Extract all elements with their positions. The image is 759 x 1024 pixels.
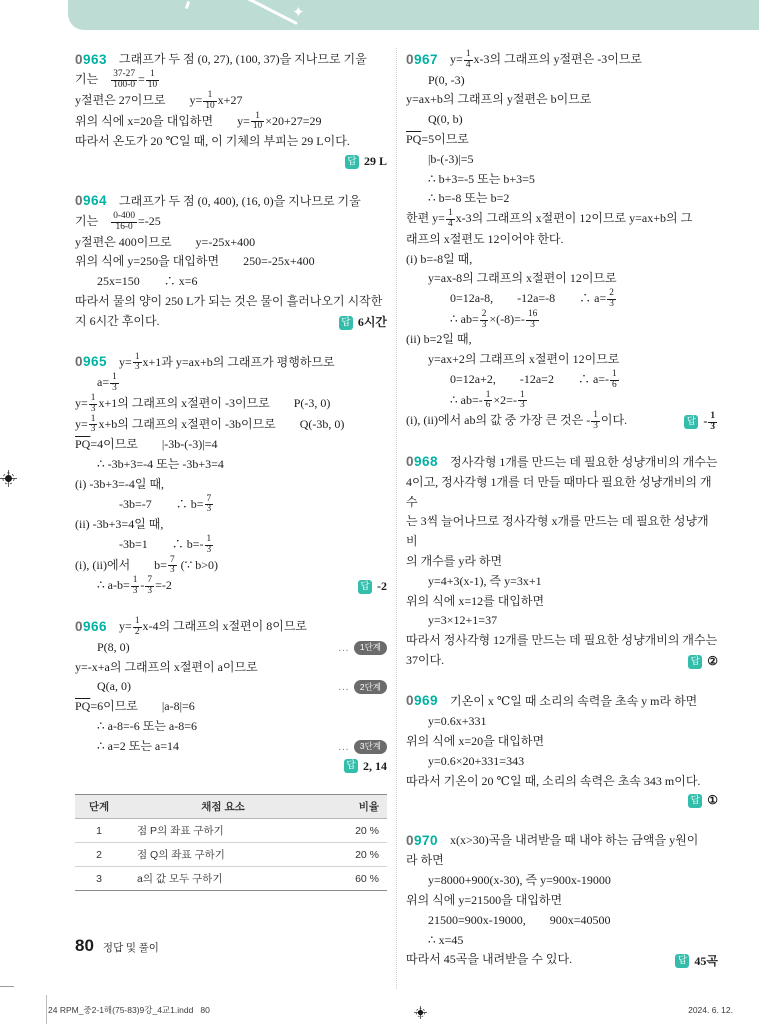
solution-text: ∴ b=-8 또는 b=2: [428, 191, 510, 206]
footer-filename: 24 RPM_중2-1해(75-83)9강_4교1.indd: [48, 1005, 194, 1015]
problem-0967: [406, 48, 718, 433]
solution-line: [75, 495, 387, 516]
solution-text: ∴ ab= $\frac{2}{3}$ ×(-8)=- $\frac{16}{3}$: [450, 308, 538, 330]
solution-text: 의 개수를 y라 하면: [406, 554, 503, 569]
solution-line: [75, 677, 387, 697]
page-number-label: [75, 936, 159, 956]
solution-line: [75, 535, 387, 556]
solution-text: 21500=900x-19000, 900x=40500: [428, 912, 611, 927]
problem-number-zero: 0: [406, 51, 415, 67]
solution-line: [406, 330, 718, 350]
solution-line: [406, 690, 718, 712]
solution-line: [75, 212, 387, 233]
grading-criteria-table: [75, 794, 387, 891]
solution-text: 37이다.: [406, 653, 445, 668]
solution-line: [406, 931, 718, 951]
problem-number-rest: 970: [414, 832, 439, 848]
answer-value: 45곡: [694, 953, 718, 968]
problem-0965: [75, 351, 387, 597]
solution-text: ∴ x=45: [428, 932, 464, 947]
problem-0964: [75, 190, 387, 333]
solution-line: [75, 292, 387, 312]
solution-text: y=0.6x+331: [428, 714, 487, 729]
solution-line: [406, 130, 718, 150]
answer-value: 6시간: [357, 314, 387, 329]
solution-text: y=ax-8의 그래프의 x절편이 12이므로: [428, 271, 617, 286]
ellipsis: …: [337, 641, 349, 654]
solution-text: 0=12a+2, -12a=2 ∴ a=- $\frac{1}{6}$: [450, 369, 617, 390]
solution-line: [406, 289, 718, 310]
answer: [336, 757, 387, 777]
problem-number-rest: 965: [83, 354, 108, 370]
problem-number-rest: 969: [414, 693, 439, 709]
problem-number: [406, 49, 438, 71]
solution-line: [406, 871, 718, 891]
solution-line: [406, 170, 718, 190]
answer: [331, 313, 387, 333]
solution-text: a= $\frac{1}{3}$: [97, 372, 117, 394]
solution-text: 그래프가 두 점 (0, 400), (16, 0)을 지나므로 기울: [119, 193, 361, 208]
footer-file-info: [48, 1004, 210, 1016]
solution-text: (i) -3b+3=-4일 때,: [75, 476, 165, 491]
problem-0968: [406, 451, 718, 672]
step-indicator: [338, 639, 387, 657]
solution-text: 기는 $\frac{0-400}{16-0}$ =-25: [75, 211, 161, 232]
column-divider: [396, 48, 397, 989]
solution-line: [75, 737, 387, 757]
solution-text: 25x=150 ∴ x=6: [97, 274, 198, 289]
solution-line: [75, 576, 387, 597]
problem-number-rest: 967: [414, 51, 439, 67]
page-section-title: 정답 및 풀이: [102, 943, 159, 954]
answer-value: 29 L: [363, 153, 387, 168]
solution-line: [75, 697, 387, 717]
solution-text: P(0, -3): [428, 72, 465, 87]
solution-text: (ii) b=2일 때,: [406, 332, 472, 347]
answer-badge-icon: 답: [339, 316, 353, 330]
solution-text: (i) b=-8일 때,: [406, 251, 473, 266]
crop-mark: [0, 986, 14, 987]
step-badge: 3단계: [354, 740, 387, 754]
solution-text: P(8, 0): [97, 639, 130, 654]
problem-number-zero: 0: [75, 51, 84, 67]
solution-text: y=ax+b의 그래프의 y절편은 b이므로: [406, 92, 592, 107]
solution-text: y=8000+900(x-30), 즉 y=900x-19000: [428, 873, 611, 888]
step-badge: 2단계: [354, 680, 387, 694]
solution-line: [406, 911, 718, 931]
table-row: [75, 819, 387, 843]
solution-line: [75, 415, 387, 436]
solution-line: [75, 112, 387, 133]
ellipsis: …: [337, 740, 349, 753]
solution-text: ∴ -3b+3=-4 또는 -3b+3=4: [97, 456, 224, 471]
problem-number-zero: 0: [75, 193, 84, 209]
solution-text: -3b=-7 ∴ b= $\frac{7}{3}$: [119, 493, 212, 515]
solution-line: [406, 772, 718, 792]
solution-line: [406, 411, 718, 432]
grading-table-header-cell: 단계: [75, 795, 123, 819]
solution-line: [75, 48, 387, 70]
solution-text: ∴ a-b= $\frac{1}{3}$ - $\frac{7}{3}$ =-2: [97, 575, 172, 597]
footer-date: 2024. 6. 12.: [688, 1005, 733, 1015]
problem-number-zero: 0: [406, 693, 415, 709]
solution-text: 위의 식에 x=12를 대입하면: [406, 593, 545, 608]
solution-text: 4이고, 정사각형 1개를 더 만들 때마다 필요한 성냥개비의 개수: [406, 474, 712, 509]
solution-line: [406, 631, 718, 651]
step-badge: 1단계: [354, 641, 387, 655]
top-banner: [68, 0, 759, 30]
table-cell: 60 %: [323, 867, 387, 891]
solution-line: [406, 451, 718, 473]
solution-text: y=ax+2의 그래프의 x절편이 12이므로: [428, 352, 620, 367]
problem-number-rest: 963: [83, 51, 108, 67]
problem-number-rest: 966: [83, 618, 108, 634]
solution-line: [406, 189, 718, 209]
solution-line: [406, 651, 718, 672]
solution-text: $\overline{PQ}=5$이므로: [406, 131, 469, 146]
solution-text: 기는 $\frac{37-27}{100-0}$ = $\frac{1}{10}$: [75, 69, 158, 91]
solution-text: y= $\frac{1}{3}$ x+1의 그래프의 x절편이 -3이므로 P(-3, 0): [75, 392, 331, 414]
solution-line: [75, 132, 387, 152]
problem-number: [75, 49, 107, 71]
table-cell: 점 Q의 좌표 구하기: [123, 843, 323, 867]
solution-text: 위의 식에 y=250을 대입하면 250=-25x+400: [75, 254, 315, 269]
problem-number: [406, 451, 438, 473]
solution-line: [406, 732, 718, 752]
solution-line: [75, 615, 387, 638]
table-cell: 3: [75, 867, 123, 891]
problem-number: [75, 616, 107, 638]
page-content: [75, 48, 731, 989]
answer-value: ①: [707, 793, 718, 808]
problem-number-zero: 0: [75, 618, 84, 634]
solution-line: [406, 752, 718, 772]
solution-text: 따라서 기온이 20 ℃일 때, 소리의 속력은 초속 343 m이다.: [406, 773, 701, 788]
solution-line: [406, 350, 718, 370]
step-indicator: [338, 738, 387, 756]
solution-line: [75, 351, 387, 374]
solution-text: 따라서 온도가 20 ℃일 때, 이 기체의 부피는 29 L이다.: [75, 134, 350, 149]
solution-text: y=-x+a의 그래프의 x절편이 a이므로: [75, 659, 258, 674]
solution-line: [75, 190, 387, 212]
table-cell: 2: [75, 843, 123, 867]
table-row: [75, 867, 387, 891]
solution-line: [75, 717, 387, 737]
answer-badge-icon: 답: [344, 759, 358, 773]
solution-line: [75, 252, 387, 272]
problem-0966: [75, 615, 387, 776]
solution-text: 위의 식에 y=21500을 대입하면: [406, 893, 563, 908]
solution-line: [75, 435, 387, 455]
solution-line: [75, 152, 387, 172]
problem-number-zero: 0: [75, 354, 84, 370]
solution-text: y=0.6×20+331=343: [428, 753, 525, 768]
answer: [337, 152, 387, 172]
sparkle-icon: ✦: [292, 3, 305, 21]
solution-text: 그래프가 두 점 (0, 27), (100, 37)을 지나므로 기울: [119, 52, 367, 66]
answer: [350, 577, 387, 597]
solution-line: [406, 592, 718, 612]
solution-text: (i), (ii)에서 b= $\frac{7}{3}$ (∵ b>0): [75, 554, 219, 576]
right-column: [406, 48, 718, 989]
solution-line: [406, 791, 718, 811]
solution-text: ∴ a-8=-6 또는 a-8=6: [97, 718, 197, 733]
ellipsis: …: [337, 681, 349, 694]
solution-line: [75, 638, 387, 658]
crop-mark: [46, 995, 47, 1024]
problem-number: [406, 830, 438, 852]
grading-table-body: [75, 819, 387, 891]
solution-text: y= $\frac{1}{3}$ x+1과 y=ax+b의 그래프가 평행하므로: [119, 351, 335, 373]
answer-value: - $\frac{1}{3}$: [703, 411, 715, 432]
solution-text: 위의 식에 x=20을 대입하면: [406, 734, 545, 749]
page-number: 80: [75, 936, 94, 955]
solution-text: 한편 y= $\frac{1}{4}$ x-3의 그래프의 x절편이 12이므로 y=ax+b의 그: [406, 208, 693, 229]
solution-text: 따라서 물의 양이 250 L가 되는 것은 물이 흘러나오기 시작한: [75, 294, 383, 309]
solution-text: ∴ ab=- $\frac{1}{6}$ ×2=- $\frac{1}{3}$: [450, 389, 525, 411]
solution-text: y= $\frac{1}{4}$ x-3의 그래프의 y절편은 -3이므로: [450, 48, 643, 70]
table-cell: 20 %: [323, 843, 387, 867]
solution-line: [406, 209, 718, 230]
solution-text: y절편은 400이므로 y=-25x+400: [75, 234, 256, 249]
solution-line: [75, 394, 387, 415]
solution-line: [75, 556, 387, 577]
solution-text: (ii) -3b+3=4일 때,: [75, 517, 164, 532]
solution-line: [406, 473, 718, 513]
problem-0970: [406, 829, 718, 971]
solution-line: [75, 91, 387, 112]
problem-number-zero: 0: [406, 832, 415, 848]
problem-number: [75, 351, 107, 373]
solution-text: y=4+3(x-1), 즉 y=3x+1: [428, 573, 542, 588]
solution-line: [406, 712, 718, 732]
solution-text: 라 하면: [406, 853, 444, 868]
solution-text: $\overline{PQ}=6$이므로 |a-8|=6: [75, 699, 195, 714]
solution-text: 따라서 45곡을 내려받을 수 있다.: [406, 952, 573, 967]
solution-text: 따라서 정사각형 12개를 만드는 데 필요한 성냥개비의 개수는: [406, 633, 718, 648]
step-indicator: [338, 678, 387, 696]
table-cell: 1: [75, 819, 123, 843]
problem-0969: [406, 690, 718, 811]
table-row: [75, 843, 387, 867]
solution-line: [406, 110, 718, 130]
answer-value: ②: [707, 654, 718, 669]
solution-line: [75, 272, 387, 292]
solution-text: -3b=1 ∴ b=- $\frac{1}{3}$: [119, 533, 212, 555]
solution-line: [406, 572, 718, 592]
answer: [680, 652, 718, 672]
solution-text: Q(a, 0): [97, 679, 131, 694]
solution-text: 0=12a-8, -12a=-8 ∴ a= $\frac{2}{3}$: [450, 288, 614, 309]
solution-line: [75, 233, 387, 253]
answer: [676, 412, 718, 433]
solution-text: y= $\frac{1}{2}$ x-4의 그래프의 x절편이 8이므로: [119, 616, 308, 637]
problem-number: [406, 690, 438, 712]
solution-line: [406, 48, 718, 71]
solution-text: (i), (ii)에서 ab의 값 중 가장 큰 것은 - $\frac{1}{3}$ 이다.: [406, 410, 628, 432]
problem-number-zero: 0: [406, 454, 415, 470]
solution-text: 정사각형 1개를 만드는 데 필요한 성냥개비의 개수는: [450, 454, 718, 469]
banner-decoration-dash: [185, 1, 190, 10]
solution-line: [406, 71, 718, 91]
imposition-footer: [48, 1004, 733, 1016]
solution-line: [406, 829, 718, 851]
answer: [667, 952, 718, 972]
problem-number-rest: 968: [414, 454, 439, 470]
solution-line: [75, 515, 387, 535]
solution-line: [406, 552, 718, 572]
answer-value: 2, 14: [363, 758, 387, 773]
solution-line: [406, 310, 718, 331]
solution-line: [406, 611, 718, 631]
answer: [680, 791, 718, 811]
solution-text: y=3×12+1=37: [428, 613, 498, 628]
solution-line: [75, 373, 387, 394]
solution-line: [406, 90, 718, 110]
answer-badge-icon: 답: [688, 794, 702, 808]
solution-text: ∴ a=2 또는 a=14: [97, 738, 180, 753]
grading-table-header-cell: 채점 요소: [123, 795, 323, 819]
solution-line: [406, 512, 718, 552]
left-column: [75, 48, 387, 989]
solution-line: [406, 269, 718, 289]
solution-line: [406, 851, 718, 871]
solution-text: 위의 식에 x=20을 대입하면 y= $\frac{1}{10}$ ×20+27=29: [75, 110, 322, 132]
solution-text: $\overline{PQ}=4$이므로 |-3b-(-3)|=4: [75, 437, 218, 452]
solution-text: 는 3씩 늘어나므로 정사각형 x개를 만드는 데 필요한 성냥개비: [406, 514, 709, 549]
answer-badge-icon: 답: [688, 655, 702, 669]
table-cell: 점 P의 좌표 구하기: [123, 819, 323, 843]
banner-decoration-line: [247, 0, 298, 25]
answer-badge-icon: 답: [358, 580, 372, 594]
solution-line: [75, 455, 387, 475]
answer-badge-icon: 답: [345, 155, 359, 169]
solution-text: y절편은 27이므로 y= $\frac{1}{10}$ x+27: [75, 89, 243, 111]
problem-0963: [75, 48, 387, 172]
solution-text: 기온이 x ℃일 때 소리의 속력을 초속 y m라 하면: [450, 693, 698, 708]
solution-text: Q(0, b): [428, 112, 463, 127]
grading-table-header-cell: 비율: [323, 795, 387, 819]
solution-line: [75, 70, 387, 91]
answer-badge-icon: 답: [675, 954, 689, 968]
solution-text: 래프의 x절편도 12이어야 한다.: [406, 231, 564, 246]
solution-line: [406, 950, 718, 971]
table-cell: a의 값 모두 구하기: [123, 867, 323, 891]
problem-number-rest: 964: [83, 193, 108, 209]
solution-line: [406, 391, 718, 412]
registration-mark-icon: [0, 470, 17, 487]
solution-line: [75, 475, 387, 495]
problem-number: [75, 190, 107, 212]
solution-text: |b-(-3)|=5: [428, 151, 474, 166]
solution-line: [406, 250, 718, 270]
solution-line: [75, 757, 387, 777]
solution-text: y= $\frac{1}{3}$ x+b의 그래프의 x절편이 -3b이므로 Q(-3b, 0): [75, 413, 345, 435]
grading-table-header: [75, 795, 387, 819]
solution-line: [406, 150, 718, 170]
solution-line: [406, 891, 718, 911]
solution-line: [75, 658, 387, 678]
table-cell: 20 %: [323, 819, 387, 843]
solution-text: ∴ b+3=-5 또는 b+3=5: [428, 171, 535, 186]
answer-badge-icon: 답: [684, 415, 698, 429]
footer-sheet-number: 80: [200, 1005, 210, 1015]
answer-value: -2: [377, 579, 387, 594]
solution-line: [406, 230, 718, 250]
solution-line: [75, 312, 387, 333]
solution-text: x(x>30)곡을 내려받을 때 내야 하는 금액을 y원이: [450, 833, 699, 848]
solution-text: 지 6시간 후이다.: [75, 313, 160, 328]
solution-line: [406, 370, 718, 391]
